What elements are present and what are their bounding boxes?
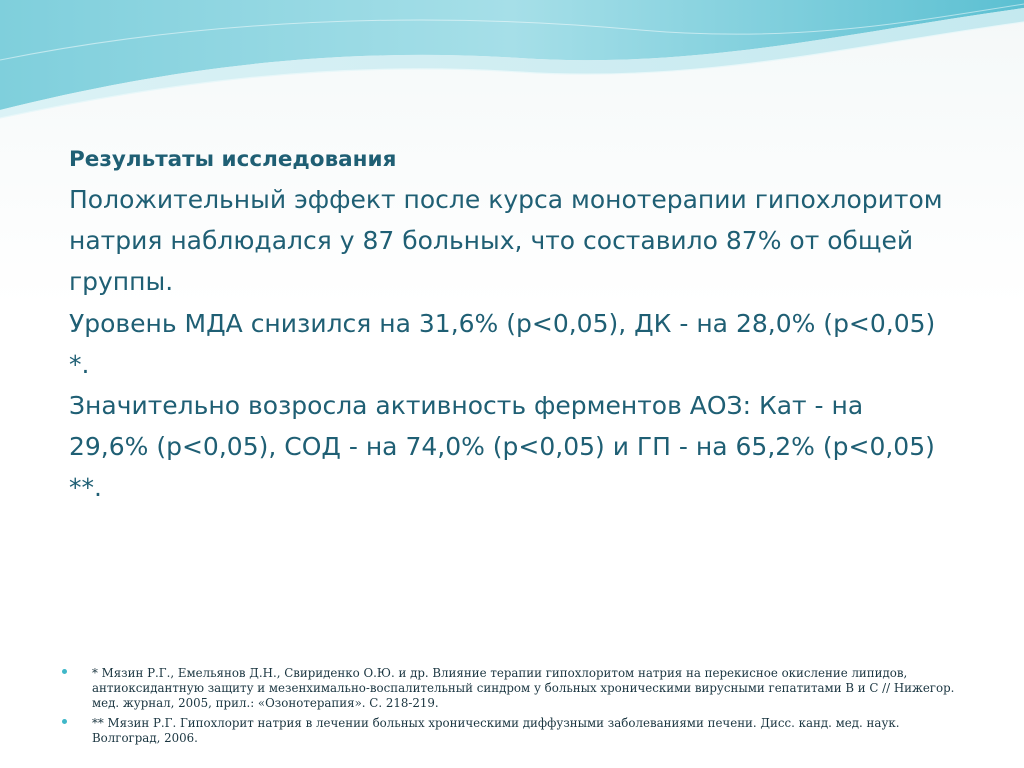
slide-heading: Результаты исследования (69, 147, 397, 172)
main-content (69, 141, 949, 509)
footnote-item (62, 716, 962, 746)
paragraph-2: Уровень МДА снизился на 31,6% (р<0,05), ДК - на 28,0% (р<0,05) *. (69, 308, 936, 379)
footnote-item (62, 666, 962, 712)
paragraph-3: Значительно возросла активность ферментов АОЗ: Кат - на 29,6% (р<0,05), СОД - на 74,0% (р<0,05) и ГП - на 65,2% (р<0,05) **. (69, 391, 935, 503)
header-wave-decoration (0, 0, 1024, 120)
footnote-text: * Мязин Р.Г., Емельянов Д.Н., Свириденко О.Ю. и др. Влияние терапии гипохлоритом натрия на перекисное окисление липидов, антиоксидантную защиту и мезенхимально-воспалительный синдром у больных хроническими вирусными гепатитами В и С // Нижегор. мед. журнал, 2005, прил.: «Озонотерапия». С. 218-219. (92, 666, 955, 711)
footnote-text: ** Мязин Р.Г. Гипохлорит натрия в лечении больных хроническими диффузными заболеваниями печени. Дисс. канд. мед. наук. Волгоград, 2006. (92, 715, 900, 745)
paragraph-1: Положительный эффект после курса монотерапии гипохлоритом натрия наблюдался у 87 больных, что составило 87% от общей группы. (69, 185, 943, 297)
bullet-icon (62, 669, 67, 674)
footnotes-list (62, 666, 962, 750)
bullet-icon (62, 719, 67, 724)
